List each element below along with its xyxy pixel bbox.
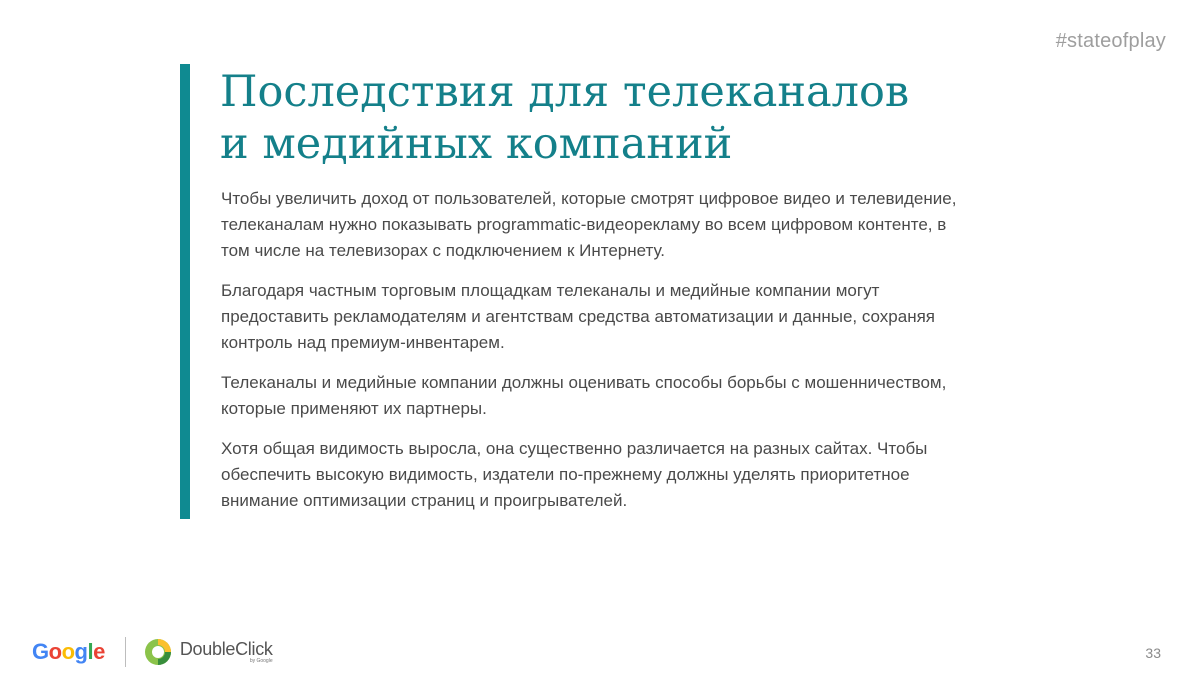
logo-divider	[125, 637, 126, 667]
google-logo	[32, 639, 105, 665]
body-text	[221, 186, 961, 528]
hashtag-label: #stateofplay	[1055, 30, 1166, 52]
google-logo-letter: g	[74, 639, 88, 664]
doubleclick-wordmark	[180, 640, 273, 664]
paragraph-4: Хотя общая видимость выросла, она существенно различается на разных сайтах. Чтобы обеспечить высокую видимость, издатели по-прежнему должны уделять приоритетное внимание оптимизации страниц и проигрывателей.	[221, 439, 928, 510]
paragraph-3: Телеканалы и медийные компании должны оценивать способы борьбы с мошенничеством, которые применяют их партнеры.	[221, 373, 947, 418]
google-logo-letter: o	[48, 639, 62, 664]
google-logo-letter: e	[93, 639, 105, 664]
slide-title-line-1: Последствия для телеканалов	[220, 67, 910, 117]
doubleclick-name: DoubleClick	[179, 639, 273, 659]
slide-title	[220, 66, 980, 170]
doubleclick-icon	[144, 638, 172, 666]
slide-title-line-2: и медийных компаний	[220, 119, 733, 169]
google-logo-letter: G	[32, 639, 49, 664]
accent-bar	[180, 64, 190, 519]
footer-logos	[32, 634, 273, 670]
page-number: 33	[1145, 645, 1161, 661]
paragraph-2: Благодаря частным торговым площадкам телеканалы и медийные компании могут предоставить рекламодателям и агентствам средства автоматизации и данные, сохраняя контроль над премиум-инвентарем.	[221, 281, 936, 352]
paragraph-1: Чтобы увеличить доход от пользователей, которые смотрят цифровое видео и телевидение, телеканалам нужно показывать programmatic-видеорекламу во всем цифровом контенте, в том числе на телевизорах с подключением к Интернету.	[221, 189, 957, 260]
google-logo-letter: o	[61, 639, 75, 664]
google-logo-letter: l	[87, 639, 94, 664]
doubleclick-by-google: by Google	[249, 658, 273, 664]
